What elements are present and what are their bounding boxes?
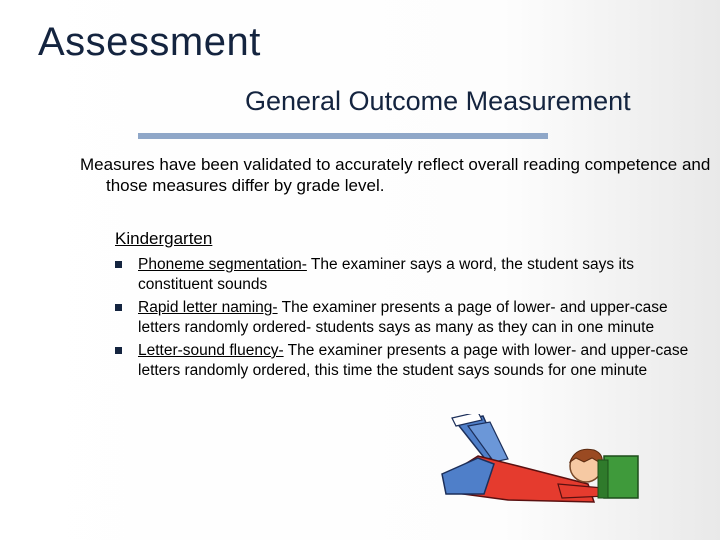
bullet-term: Letter-sound fluency-	[138, 342, 284, 359]
slide-title: Assessment	[38, 20, 261, 64]
boy-reading-book-icon	[438, 414, 648, 514]
bullet-text: The examiner presents a page with lower- and upper-case letters randomly ordered, this time the student says sounds for one minute	[138, 342, 689, 379]
title-divider	[138, 133, 548, 139]
list-item	[115, 298, 710, 338]
section-heading: Kindergarten	[115, 229, 213, 248]
slide-subtitle: General Outcome Measurement	[245, 86, 631, 116]
square-bullet-icon	[115, 261, 122, 268]
bullet-text: The examiner presents a page of lower- and upper-case letters randomly ordered- students says as many as they can in one minute	[138, 299, 668, 336]
intro-text: Measures have been validated to accurately reflect overall reading competence and those measures differ by grade level.	[80, 155, 711, 195]
list-item	[115, 341, 710, 381]
bullet-term: Phoneme segmentation-	[138, 256, 307, 273]
list-item	[115, 255, 710, 295]
square-bullet-icon	[115, 304, 122, 311]
bullet-term: Rapid letter naming-	[138, 299, 278, 316]
bullet-text: The examiner says a word, the student says its constituent sounds	[138, 256, 634, 293]
square-bullet-icon	[115, 347, 122, 354]
bullet-list	[115, 255, 710, 384]
